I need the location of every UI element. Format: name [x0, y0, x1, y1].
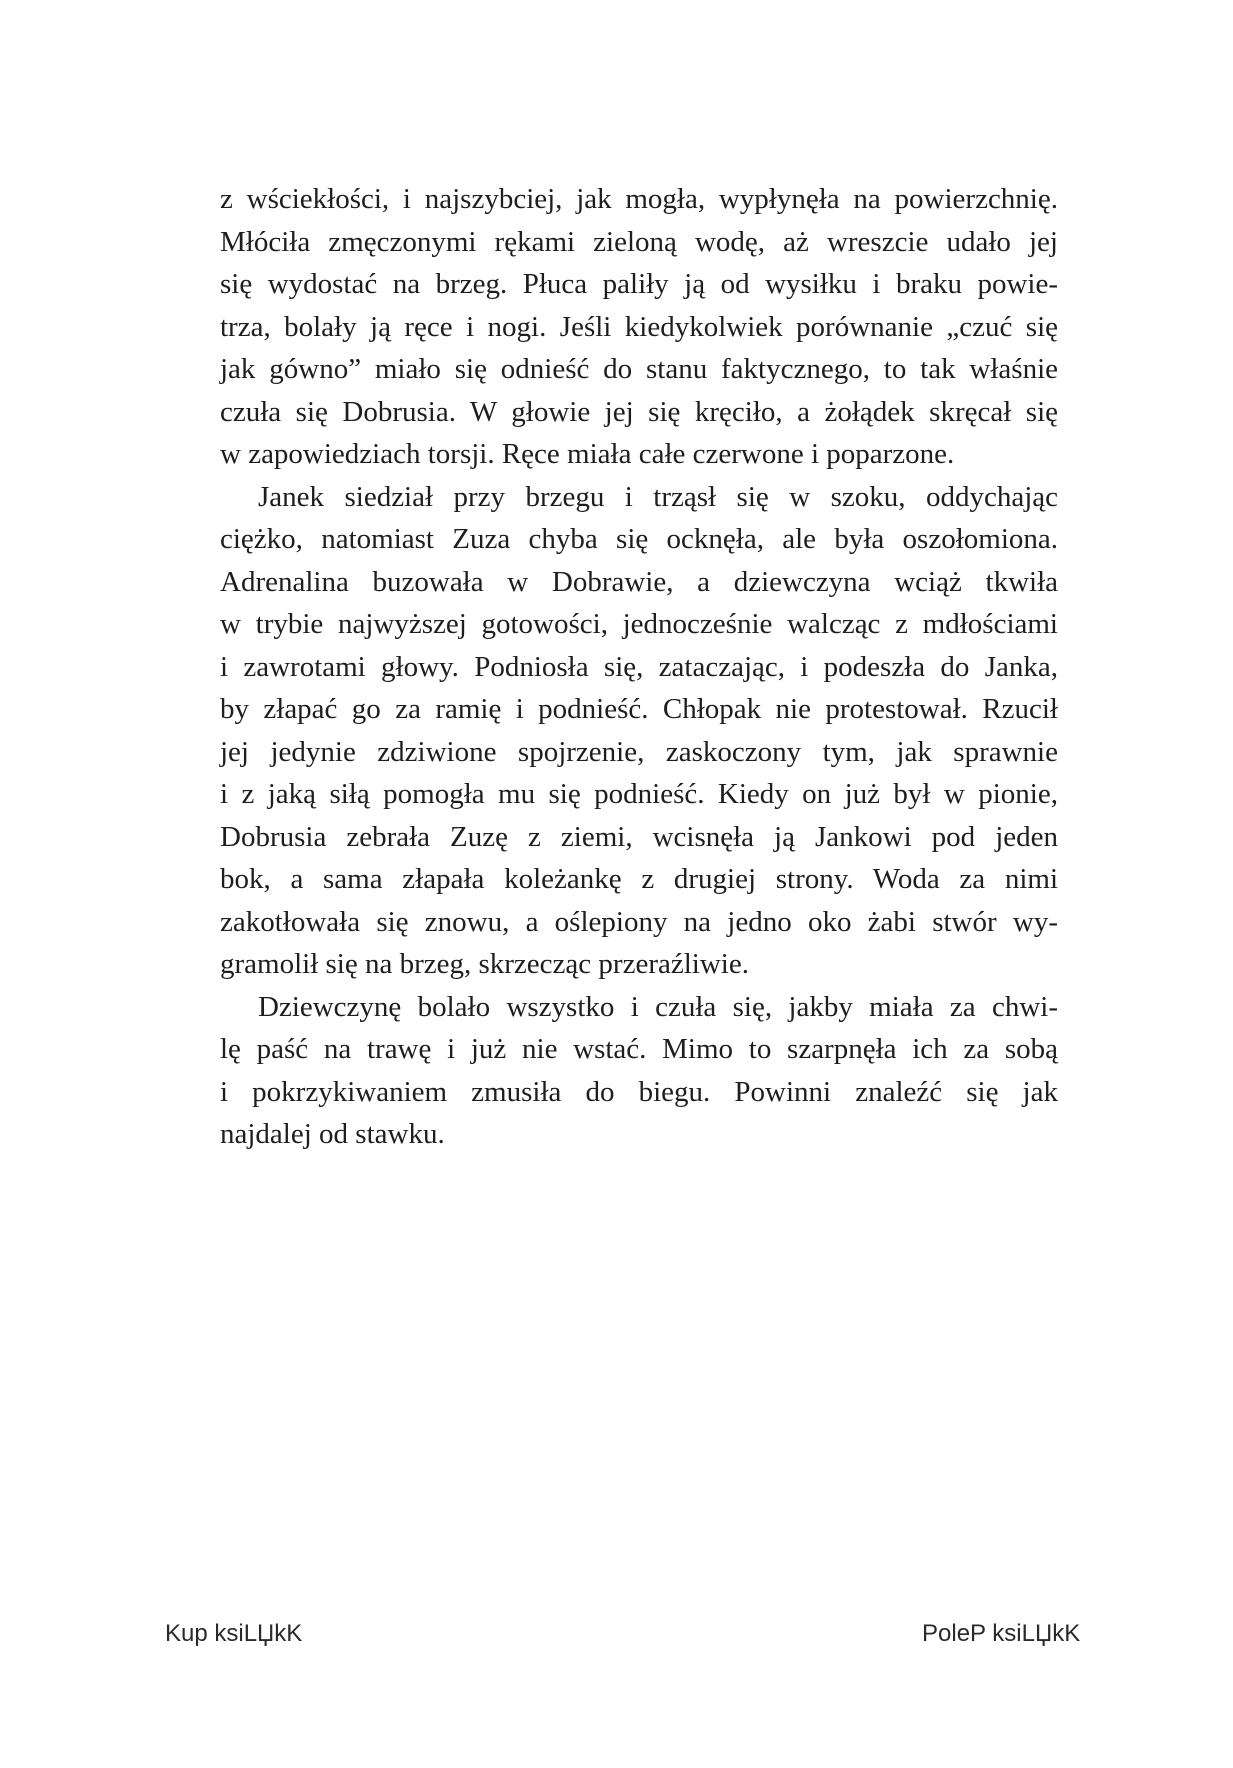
text-line: Dobrusia zebrała Zuzę z ziemi, wcisnęła ją Jankowi pod jeden [220, 820, 1058, 853]
footer-left-link[interactable]: Kup ksiLЏkK [165, 1620, 303, 1647]
text-line: Janek siedział przy brzegu i trząsł się w szoku, oddychając [258, 480, 1058, 513]
text-line: czuła się Dobrusia. W głowie jej się kręciło, a żołądek skręcał się [220, 395, 1058, 428]
text-line: jej jedynie zdziwione spojrzenie, zaskoczony tym, jak sprawnie [220, 735, 1058, 768]
text-line: zakotłowała się znowu, a oślepiony na jedno oko żabi stwór wy- [220, 905, 1058, 938]
text-line: Młóciła zmęczonymi rękami zieloną wodę, aż wreszcie udało jej [220, 225, 1058, 258]
text-line: bok, a sama złapała koleżankę z drugiej strony. Woda za nimi [220, 863, 1058, 895]
text-line: jak gówno” miało się odnieść do stanu faktycznego, to tak właśnie [220, 353, 1058, 385]
text-line: i z jaką siłą pomogła mu się podnieść. Kiedy on już był w pionie, [220, 778, 1058, 810]
text-line: i pokrzykiwaniem zmusiła do biegu. Powinni znaleźć się jak [220, 1075, 1058, 1108]
text-line: gramolił się na brzeg, skrzecząc przeraźliwie. [220, 948, 749, 980]
text-line: w trybie najwyższej gotowości, jednocześnie walcząc z mdłościami [220, 608, 1058, 640]
text-line: by złapać go za ramię i podnieść. Chłopak nie protestował. Rzucił [220, 693, 1058, 725]
footer-right-link[interactable]: PoleP ksiLЏkK [922, 1620, 1081, 1647]
body-text [220, 178, 1058, 1156]
text-line: i zawrotami głowy. Podniosła się, zataczając, i podeszła do Janka, [220, 650, 1058, 683]
text-line: najdalej od stawku. [220, 1118, 445, 1150]
text-line: się wydostać na brzeg. Płuca paliły ją od wysiłku i braku powie- [220, 268, 1058, 300]
text-line: ciężko, natomiast Zuza chyba się ocknęła, ale była oszołomiona. [220, 523, 1058, 555]
text-line: z wściekłości, i najszybciej, jak mogła, wypłynęła na powierzchnię. [220, 183, 1058, 215]
text-line: w zapowiedziach torsji. Ręce miała całe czerwone i poparzone. [220, 438, 955, 470]
text-line: Adrenalina buzowała w Dobrawie, a dziewczyna wciąż tkwiła [220, 565, 1058, 598]
text-line: trza, bolały ją ręce i nogi. Jeśli kiedykolwiek porównanie „czuć się [220, 310, 1058, 343]
text-line: Dziewczynę bolało wszystko i czuła się, jakby miała za chwi- [258, 990, 1058, 1023]
text-line: lę paść na trawę i już nie wstać. Mimo to szarpnęła ich za sobą [220, 1033, 1058, 1065]
